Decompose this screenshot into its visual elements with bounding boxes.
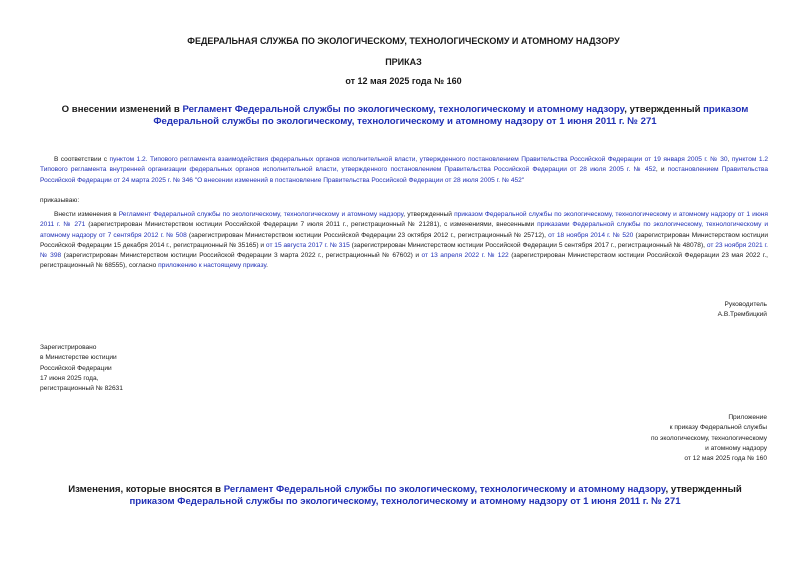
doc-type-heading: ПРИКАЗ — [385, 57, 422, 67]
preamble-link-decree-346[interactable]: постановлением Правительства Российской Федерации от 24 марта 2025 г. № 346 "О внесении изменений в постановление Правительства Российской Федерации от 28 июля 2005 г. № 452" — [40, 166, 768, 184]
preamble-text: , и — [655, 166, 668, 174]
appendix-line: к приказу Федеральной службы — [669, 424, 767, 432]
appendix-line: Приложение — [728, 414, 767, 421]
preamble-link-internal-organization[interactable]: пунктом 1.2 Типового регламента внутренней организации федеральных органов исполнительной власти, утвержденного постановлением Правительства Российской Федерации от 28 июля 2005 г. № 452 — [40, 156, 769, 174]
changes-title-reglament-link[interactable]: Регламент Федеральной службы по экологическому, технологическому и атомному надзору — [223, 484, 666, 495]
agency-heading: ФЕДЕРАЛЬНАЯ СЛУЖБА ПО ЭКОЛОГИЧЕСКОМУ, ТЕХНОЛОГИЧЕСКОМУ И АТОМНОМУ НАДЗОРУ — [187, 36, 620, 46]
title-order-link[interactable]: приказом Федеральной службы по экологическому, технологическому и атомному надзору от 1 июня 2011 г. № 271 — [153, 104, 749, 127]
registration-block — [40, 343, 123, 394]
appendix-line: и атомному надзору — [705, 444, 767, 452]
changes-title-order-link[interactable]: приказом Федеральной службы по экологическому, технологическому и атомному надзору от 1 июня 2011 г. № 271 — [129, 496, 681, 507]
signature-role: Руководитель — [724, 301, 767, 308]
document-title — [50, 104, 760, 128]
main-text: , утвержденный — [403, 211, 455, 218]
registration-line: регистрационный № 82631 — [40, 385, 123, 393]
main-text: (зарегистрирован Министерством юстиции Российской Федерации 7 июля 2011 г., регистрационный № 21281), с изменениями, внесенными — [85, 221, 538, 229]
main-text: (зарегистрирован Министерством юстиции Российской Федерации 23 октября 2012 г., регистрационный № 25712), — [186, 231, 549, 239]
title-prefix: О внесении изменений в — [61, 104, 183, 115]
main-link-order-398[interactable]: от 23 ноября 2021 г. № 398 — [40, 241, 768, 260]
appendix-line: по экологическому, технологическому — [650, 434, 767, 442]
main-link-order-315[interactable]: от 15 августа 2017 г. № 315 — [265, 241, 350, 249]
main-text: (зарегистрирован Министерством юстиции Российской Федерации 15 декабря 2014 г., регистрационный № 35165) и — [40, 231, 769, 249]
main-paragraph — [40, 210, 768, 272]
main-link-order-508[interactable]: приказами Федеральной службы по экологическому, технологическому и атомному надзору от 7 сентября 2012 г. № 508 — [40, 221, 768, 239]
title-middle: , утвержденный — [624, 104, 704, 115]
preamble-paragraph — [40, 155, 768, 186]
changes-title — [50, 484, 760, 508]
main-text: (зарегистрирован Министерством юстиции Российской Федерации 5 сентября 2017 г., регистрационный № 48078), — [349, 241, 707, 249]
changes-title-prefix: Изменения, которые вносятся в — [68, 484, 224, 495]
order-word: приказываю: — [40, 197, 80, 204]
main-text: (зарегистрирован Министерством юстиции Российской Федерации 23 мая 2022 г., регистрационный № 68555), согласно — [40, 252, 768, 270]
main-text: Внести изменения в — [54, 211, 119, 218]
date-number-heading: от 12 мая 2025 года № 160 — [345, 76, 462, 86]
appendix-block — [651, 413, 767, 464]
title-reglament-link[interactable]: Регламент Федеральной службы по экологическому, технологическому и атомному надзору — [182, 104, 625, 115]
changes-title-middle: , утвержденный — [665, 484, 742, 495]
signature-block — [718, 300, 767, 321]
preamble-text: В соответствии с — [54, 156, 110, 163]
main-link-appendix[interactable]: приложению к настоящему приказу — [158, 262, 267, 270]
registration-line: Зарегистрировано — [40, 344, 97, 351]
main-text: (зарегистрирован Министерством юстиции Российской Федерации 3 марта 2022 г., регистрационный № 67602) и — [61, 252, 422, 260]
preamble-text: , — [727, 156, 732, 163]
signature-name: А.В.Трембицкий — [717, 311, 767, 319]
main-text: . — [266, 262, 268, 270]
appendix-line: от 12 мая 2025 года № 160 — [684, 455, 767, 463]
main-link-reglament[interactable]: Регламент Федеральной службы по экологическому, технологическому и атомному надзору — [118, 211, 404, 218]
main-link-order-271[interactable]: приказом Федеральной службы по экологическому, технологическому и атомному надзору от 1 июня 2011 г. № 271 — [40, 211, 768, 229]
main-link-order-520[interactable]: от 18 ноября 2014 г. № 520 — [548, 231, 634, 239]
main-link-order-122[interactable]: от 13 апреля 2022 г. № 122 — [421, 252, 509, 260]
registration-line: в Министерстве юстиции — [40, 354, 117, 362]
registration-line: 17 июня 2025 года, — [40, 374, 99, 382]
preamble-link-typical-reglament[interactable]: пунктом 1.2. Типового регламента взаимодействия федеральных органов исполнительной власти, утвержденного постановлением Правительства Российской Федерации от 19 января 2005 г. № 30 — [109, 156, 728, 163]
registration-line: Российской Федерации — [40, 364, 112, 372]
